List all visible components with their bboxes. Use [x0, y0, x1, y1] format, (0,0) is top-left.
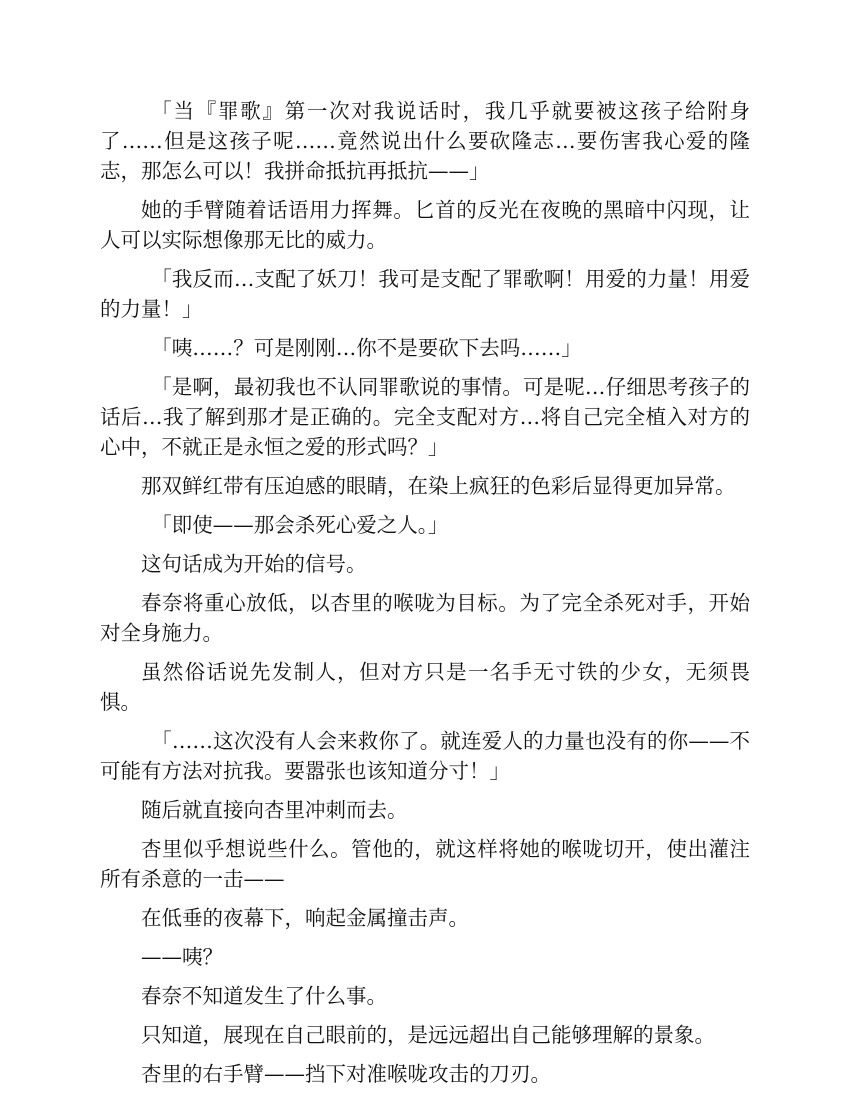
paragraph-15: ——咦？ [141, 945, 223, 969]
paragraph-9: 春奈将重心放低，以杏里的喉咙为目标。为了完全杀死对手，开始对全身施力。 [100, 591, 750, 645]
paragraph-16: 春奈不知道发生了什么事。 [141, 984, 387, 1008]
paragraph-11: 「……这次没有人会来救你了。就连爱人的力量也没有的你——不可能有方法对抗我。要嚣张也该知道分寸！」 [100, 729, 750, 783]
paragraph-8: 这句话成为开始的信号。 [141, 552, 367, 576]
paragraph-2: 她的手臂随着话语用力挥舞。匕首的反光在夜晚的黑暗中闪现，让人可以实际想像那无比的威力。 [100, 198, 750, 252]
paragraph-18: 杏里的右手臂——挡下对准喉咙攻击的刀刃。 [141, 1062, 551, 1086]
paragraph-3: 「我反而…支配了妖刀！我可是支配了罪歌啊！用爱的力量！用爱的力量！」 [100, 267, 750, 321]
paragraph-6: 那双鲜红带有压迫感的眼睛，在染上疯狂的色彩后显得更加异常。 [141, 474, 736, 498]
paragraph-5: 「是啊，最初我也不认同罪歌说的事情。可是呢…仔细思考孩子的话后…我了解到那才是正确的。完全支配对方…将自己完全植入对方的心中，不就正是永恒之爱的形式吗？」 [100, 375, 750, 459]
paragraph-4: 「咦……？可是刚刚…你不是要砍下去吗……」 [151, 336, 582, 360]
document-page [100, 96, 750, 1098]
paragraph-14: 在低垂的夜幕下，响起金属撞击声。 [141, 906, 469, 930]
paragraph-1: 「当『罪歌』第一次对我说话时，我几乎就要被这孩子给附身了……但是这孩子呢……竟然说出什么要砍隆志…要伤害我心爱的隆志，那怎么可以！我拼命抵抗再抵抗——」 [100, 99, 750, 183]
paragraph-17: 只知道，展现在自己眼前的，是远远超出自己能够理解的景象。 [141, 1023, 715, 1047]
paragraph-13: 杏里似乎想说些什么。管他的，就这样将她的喉咙切开，使出灌注所有杀意的一击—— [100, 837, 750, 891]
paragraph-12: 随后就直接向杏里冲刺而去。 [141, 798, 408, 822]
paragraph-7: 「即使——那会杀死心爱之人。」 [151, 513, 449, 537]
paragraph-10: 虽然俗话说先发制人，但对方只是一名手无寸铁的少女，无须畏惧。 [100, 660, 750, 714]
